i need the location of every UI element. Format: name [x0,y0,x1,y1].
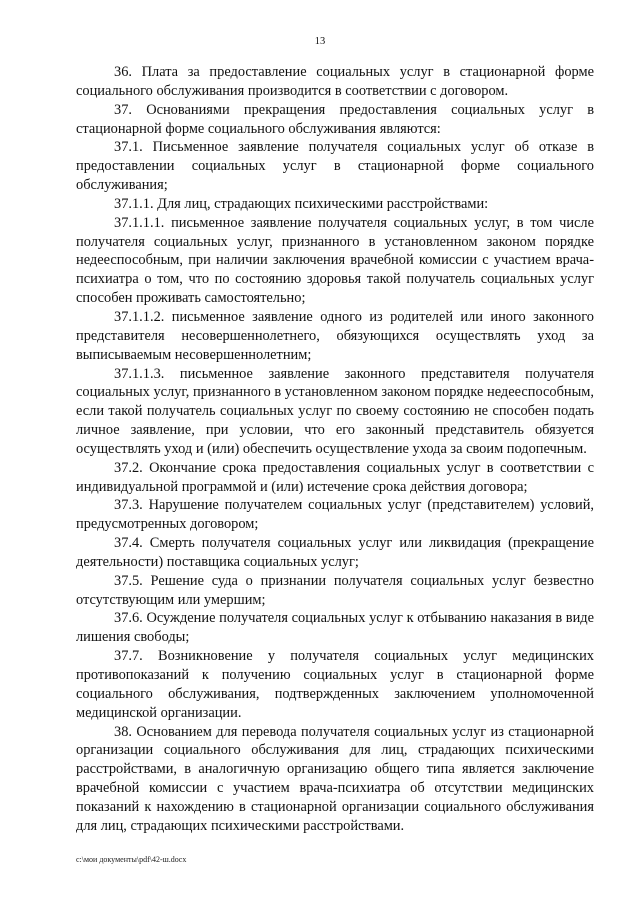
paragraph-37-2: 37.2. Окончание срока предоставления социальных услуг в соответствии с индивидуальной программой и (или) истечение срока действия договора; [76,459,594,495]
page-number: 13 [314,36,326,47]
footer-file-path: c:\мои документы\pdf\42-ш.docx [76,855,187,864]
paragraph-37-1-1-1: 37.1.1.1. письменное заявление получателя социальных услуг, в том числе получателя социальных услуг, признанного в установленном законом порядке недееспособным, при наличии заключения врачебной комиссии с участием врача-психиатра о том, что по состоянию здоровья такой получатель социальных услуг способен проживать самостоятельно; [76,214,594,307]
paragraph-38: 38. Основанием для перевода получателя социальных услуг из стационарной организации социального обслуживания для лиц, страдающих психическими расстройствами, в аналогичную организацию общего типа является заключение врачебной комиссии с участием врача-психиатра об отсутствии медицинских показаний к нахождению в стационарной организации социального обслуживания для лиц, страдающих психическими расстройствами. [76,723,594,834]
paragraph-37: 37. Основаниями прекращения предоставления социальных услуг в стационарной форме социального обслуживания являются: [76,101,594,137]
paragraph-37-6: 37.6. Осуждение получателя социальных услуг к отбыванию наказания в виде лишения свободы; [76,610,594,646]
paragraph-36: 36. Плата за предоставление социальных услуг в стационарной форме социального обслуживания производится в соответствии с договором. [76,64,594,99]
paragraph-37-1-1-3: 37.1.1.3. письменное заявление законного представителя получателя социальных услуг, признанного в установленном законом порядке недееспособным, если такой получатель социальных услуг по своему состоянию не способен подать личное заявление, при условии, что его законный представитель обязуется осуществлять уход и (или) обеспечить осуществление ухода за своим подопечным. [76,365,594,457]
paragraph-37-4: 37.4. Смерть получателя социальных услуг или ликвидация (прекращение деятельности) поставщика социальных услуг; [76,535,594,570]
paragraph-37-1-1: 37.1.1. Для лиц, страдающих психическими расстройствами: [114,195,489,212]
paragraph-37-7: 37.7. Возникновение у получателя социальных услуг медицинских противопоказаний к получению социальных услуг в стационарной форме социального обслуживания, подтвержденных заключением уполномоченной медицинской организации. [76,648,594,721]
paragraph-37-3: 37.3. Нарушение получателем социальных услуг (представителем) условий, предусмотренных договором; [76,497,594,533]
paragraph-37-1: 37.1. Письменное заявление получателя социальных услуг об отказе в предоставлении социальных услуг в стационарной форме социального обслуживания; [76,139,594,194]
document-body [76,63,594,836]
paragraph-37-1-1-2: 37.1.1.2. письменное заявление одного из родителей или иного законного представителя несовершеннолетнего, обязующихся осуществлять уход за выписываемым несовершеннолетним; [76,308,594,363]
paragraph-37-5: 37.5. Решение суда о признании получателя социальных услуг безвестно отсутствующим или умершим; [76,572,594,608]
